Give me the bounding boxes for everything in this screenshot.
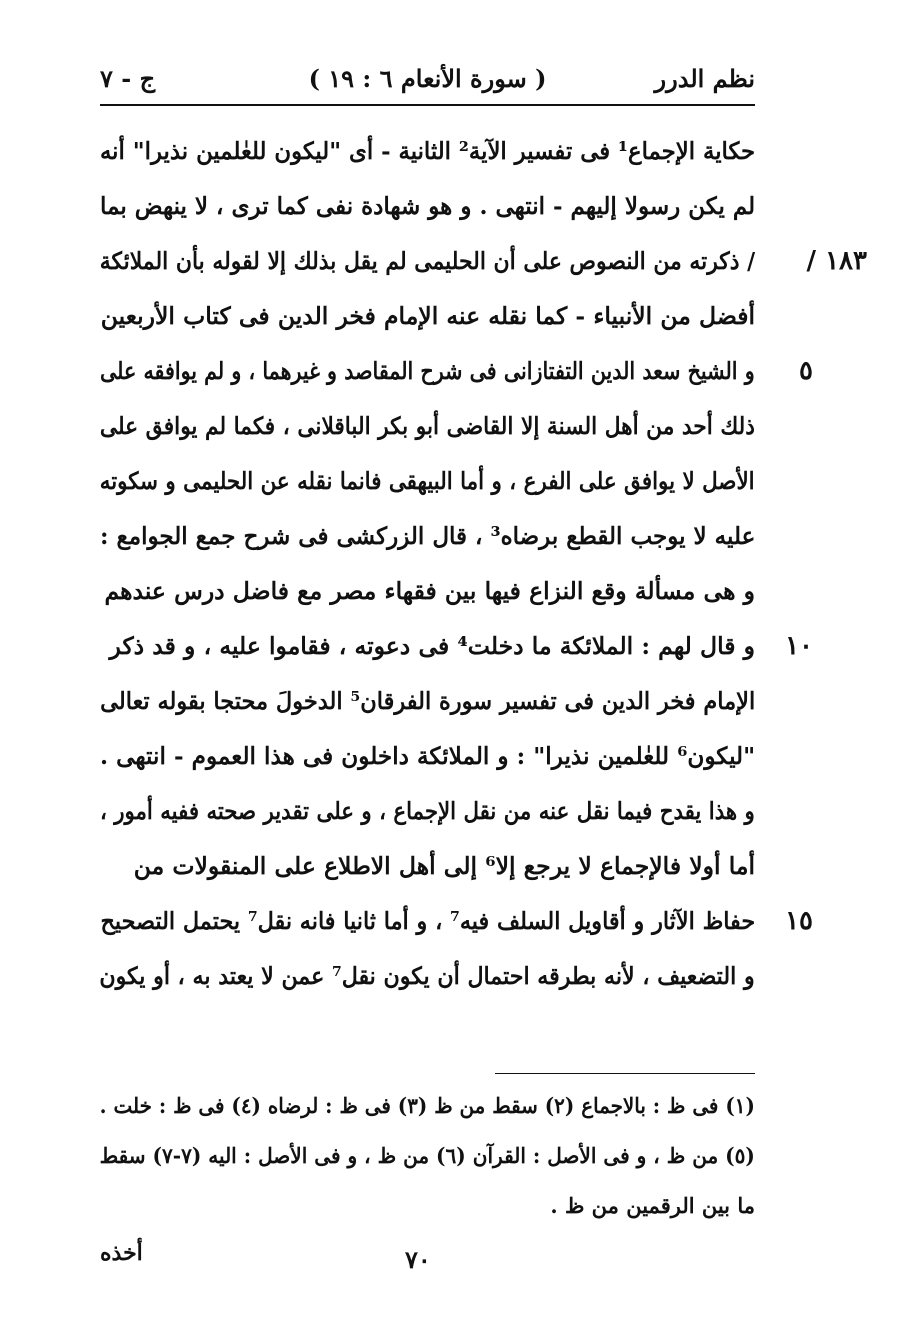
line-number: ١٠ [785, 631, 813, 661]
text-line [100, 346, 813, 401]
text-line-content: الإمام فخر الدين فى تفسير سورة الفرقان⁵ الدخولَ محتجا بقوله تعالى [99, 687, 755, 715]
text-line [100, 566, 755, 621]
text-line-content: "ليكون⁶ للعٰلمين نذيرا" : و الملائكة داخلون فى هذا العموم - انتهى . [99, 742, 755, 770]
text-line [100, 841, 755, 896]
text-line [100, 291, 755, 346]
text-line-content: و التضعيف ، لأنه بطرقه احتمال أن يكون نقل⁷ عمن لا يعتد به ، أو يكون [99, 962, 755, 990]
text-line [100, 456, 755, 511]
text-line-content: و هذا يقدح فيما نقل عنه من نقل الإجماع ، و على تقدير صحته ففيه أمور ، [100, 797, 755, 825]
text-line [100, 731, 755, 786]
text-line [100, 126, 755, 181]
main-text [99, 126, 867, 1006]
text-line [100, 951, 755, 1006]
text-line-content: لم يكن رسولا إليهم - انتهى . و هو شهادة نفى كما ترى ، لا ينهض بما [99, 192, 755, 220]
text-line-content: و هى مسألة وقع النزاع فيها بين فقهاء مصر مع فاضل درس عندهم [104, 577, 755, 605]
footnote-line: (٥) من ظ ، و فى الأصل : القرآن (٦) من ظ ، و فى الأصل : اليه (٧-٧) سقط [99, 1143, 755, 1168]
text-line-content: و قال لهم : الملائكة ما دخلت⁴ فى دعوته ، فقاموا عليه ، و قد ذكر [109, 632, 755, 660]
book-title: نظم الدرر [654, 64, 755, 93]
footnote-line: (١) فى ظ : بالاجماع (٢) سقط من ظ (٣) فى ظ : لرضاه (٤) فى ظ : خلت . [99, 1093, 755, 1118]
text-line [100, 401, 755, 456]
text-line [99, 236, 867, 291]
text-line-content: ذلك أحد من أهل السنة إلا القاضى أبو بكر الباقلانى ، فكما لم يوافق على [99, 412, 755, 440]
page-number: ٧٠ [405, 1245, 431, 1274]
footnotes [100, 1084, 755, 1234]
footnote-divider [495, 1073, 755, 1074]
text-line [100, 676, 755, 731]
surah-reference: ( سورة الأنعام ٦ : ١٩ ) [308, 64, 547, 93]
text-line [100, 786, 755, 841]
text-line [100, 621, 813, 676]
text-line-content: أفضل من الأنبياء - كما نقله عنه الإمام فخر الدين فى كتاب الأربعين [100, 302, 755, 330]
text-line-content: حكاية الإجماع¹ فى تفسير الآية² الثانية - أى "ليكون للعٰلمين نذيرا" أنه [99, 137, 755, 165]
text-line-content: و الشيخ سعد الدين التفتازانى فى شرح المقاصد و غيرهما ، و لم يوافقه على [100, 357, 755, 385]
line-number: ٥ [799, 356, 813, 386]
part-number: ج - ٧ [100, 64, 156, 93]
text-line-content: حفاظ الآثار و أقاويل السلف فيه⁷ ، و أما ثانيا فانه نقل⁷ يحتمل التصحيح [100, 907, 755, 935]
footnote-line: ما بين الرقمين من ظ . [550, 1193, 755, 1218]
text-line [100, 896, 813, 951]
line-number: ١٥ [785, 906, 813, 936]
text-line [100, 511, 755, 566]
text-line-content: / ذكرته من النصوص على أن الحليمى لم يقل بذلك إلا لقوله بأن الملائكة [99, 247, 755, 275]
text-line-content: عليه لا يوجب القطع برضاه³ ، قال الزركشى فى شرح جمع الجوامع : [99, 522, 755, 550]
text-line-content: الأصل لا يوافق على الفرع ، و أما البيهقى فانما نقله عن الحليمى و سكوته [100, 467, 755, 495]
manuscript-folio-number: ١٨٣ / [806, 246, 867, 276]
text-line [100, 181, 755, 236]
running-header [100, 60, 755, 106]
text-line-content: أما أولا فالإجماع لا يرجع إلا⁶ إلى أهل الاطلاع على المنقولات من [133, 852, 755, 880]
catchword: أخذه [100, 1240, 143, 1266]
